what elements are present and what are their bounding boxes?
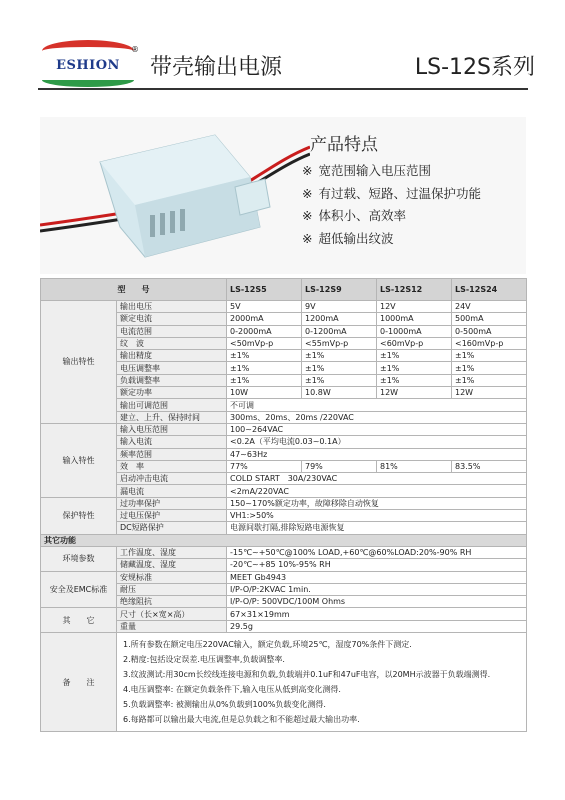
- table-row: 输出特性 输出电压 5V 9V 12V 24V: [41, 301, 527, 313]
- notes-cell: [117, 633, 527, 732]
- group-env: 环境参数: [41, 546, 117, 571]
- table-row: 输入特性 输入电压范围 100~264VAC: [41, 423, 527, 435]
- table-row: 漏电流 <2mA/220VAC: [41, 485, 527, 497]
- group-protect: 保护特性: [41, 497, 117, 534]
- table-row: 输出可调范围 不可调: [41, 399, 527, 411]
- feature-item: ※ 体积小、高效率: [302, 208, 406, 223]
- spec-table: [40, 278, 527, 732]
- table-row: [41, 534, 527, 546]
- feature-item: ※ 超低输出纹波: [302, 230, 394, 246]
- note-line: 4.电压调整率: 在额定负载条件下,输入电压从低到高变化测得.: [123, 685, 341, 695]
- note-line: 3.纹波测试:用30cm长绞线连接电源和负载,负载端并0.1uF和47uF电容，以20MH示波器于负载端测得.: [123, 670, 491, 680]
- group-notes: 备 注: [41, 633, 117, 732]
- features-title: 产品特点: [310, 135, 378, 155]
- logo-brand-text: ESHION: [56, 58, 120, 73]
- table-row: 绝缘阻抗 I/P-O/P: 500VDC/100M Ohms: [41, 596, 527, 608]
- model-header: LS-12S24: [452, 279, 527, 301]
- table-row: 额定功率 10W 10.8W 12W 12W: [41, 387, 527, 399]
- page-header: [0, 0, 565, 100]
- table-row: 效 率 77% 79% 81% 83.5%: [41, 460, 527, 472]
- table-row: 输出精度 ±1% ±1% ±1% ±1%: [41, 350, 527, 362]
- table-row: 其 它 尺寸（长×宽×高） 67×31×19mm: [41, 608, 527, 620]
- table-row: [41, 633, 527, 732]
- group-output: 输出特性: [41, 301, 117, 424]
- note-line: 5.负载调整率: 被测输出从0%负载到100%负载变化测得.: [123, 700, 326, 710]
- group-misc: 其 它: [41, 608, 117, 633]
- page-title: 带壳输出电源: [150, 55, 283, 80]
- features-list: [302, 160, 481, 250]
- eshion-logo: [38, 40, 138, 88]
- table-row: 纹 波 <50mVp-p <55mVp-p <60mVp-p <160mVp-p: [41, 337, 527, 349]
- note-line: 1.所有参数在额定电压220VAC输入，额定负载,环境25℃，湿度70%条件下测定.: [123, 640, 412, 650]
- feature-item: ※ 有过载、短路、过温保护功能: [302, 185, 481, 201]
- table-row: 额定电流 2000mA 1200mA 1000mA 500mA: [41, 313, 527, 325]
- logo-green-arc: [42, 73, 134, 87]
- note-line: 2.精度:包括设定误差.电压调整率,负载调整率.: [123, 655, 285, 665]
- table-row: 启动冲击电流 COLD START 30A/230VAC: [41, 473, 527, 485]
- table-row: 耐压 I/P-O/P:2KVAC 1min.: [41, 583, 527, 595]
- table-row: 保护特性 过功率保护 150~170%额定功率，故障移除自动恢复: [41, 497, 527, 509]
- registered-mark: ®: [131, 45, 139, 54]
- note-line: 6.每路都可以输出最大电流,但是总负载之和不能超过最大输出功率.: [123, 715, 360, 725]
- feature-item: ※ 宽范围输入电压范围: [302, 163, 431, 178]
- table-row: 负载调整率 ±1% ±1% ±1% ±1%: [41, 374, 527, 386]
- table-row: 建立、上升、保持时间 300ms、20ms、20ms /220VAC: [41, 411, 527, 423]
- table-row: 过电压保护 VH1:>50%: [41, 510, 527, 522]
- group-safety: 安全及EMC标准: [41, 571, 117, 608]
- model-header: LS-12S12: [377, 279, 452, 301]
- type-header: 型 号: [41, 279, 227, 301]
- table-row: DC短路保护 电源间歇打隔,排除短路电源恢复: [41, 522, 527, 534]
- group-input: 输入特性: [41, 423, 117, 497]
- table-row: 环境参数 工作温度、湿度 -15℃~+50℃@100% LOAD,+60℃@60%LOAD:20%-90% RH: [41, 546, 527, 558]
- table-header-row: [41, 279, 527, 301]
- table-row: 安全及EMC标准 安规标准 MEET Gb4943: [41, 571, 527, 583]
- table-row: 输入电流 <0.2A（平均电流0.03~0.1A）: [41, 436, 527, 448]
- power-supply-image: [40, 117, 310, 274]
- table-row: 储藏温度、湿度 -20℃~+85 10%-95% RH: [41, 559, 527, 571]
- table-row: 电流范围 0-2000mA 0-1200mA 0-1000mA 0-500mA: [41, 325, 527, 337]
- other-functions-label: 其它功能: [41, 534, 527, 546]
- table-row: 电压调整率 ±1% ±1% ±1% ±1%: [41, 362, 527, 374]
- model-header: LS-12S5: [227, 279, 302, 301]
- table-row: 重量 29.5g: [41, 620, 527, 632]
- header-rule: [38, 88, 528, 90]
- model-series-title: LS-12S系列: [414, 55, 535, 80]
- model-header: LS-12S9: [302, 279, 377, 301]
- table-row: 频率范围 47~63Hz: [41, 448, 527, 460]
